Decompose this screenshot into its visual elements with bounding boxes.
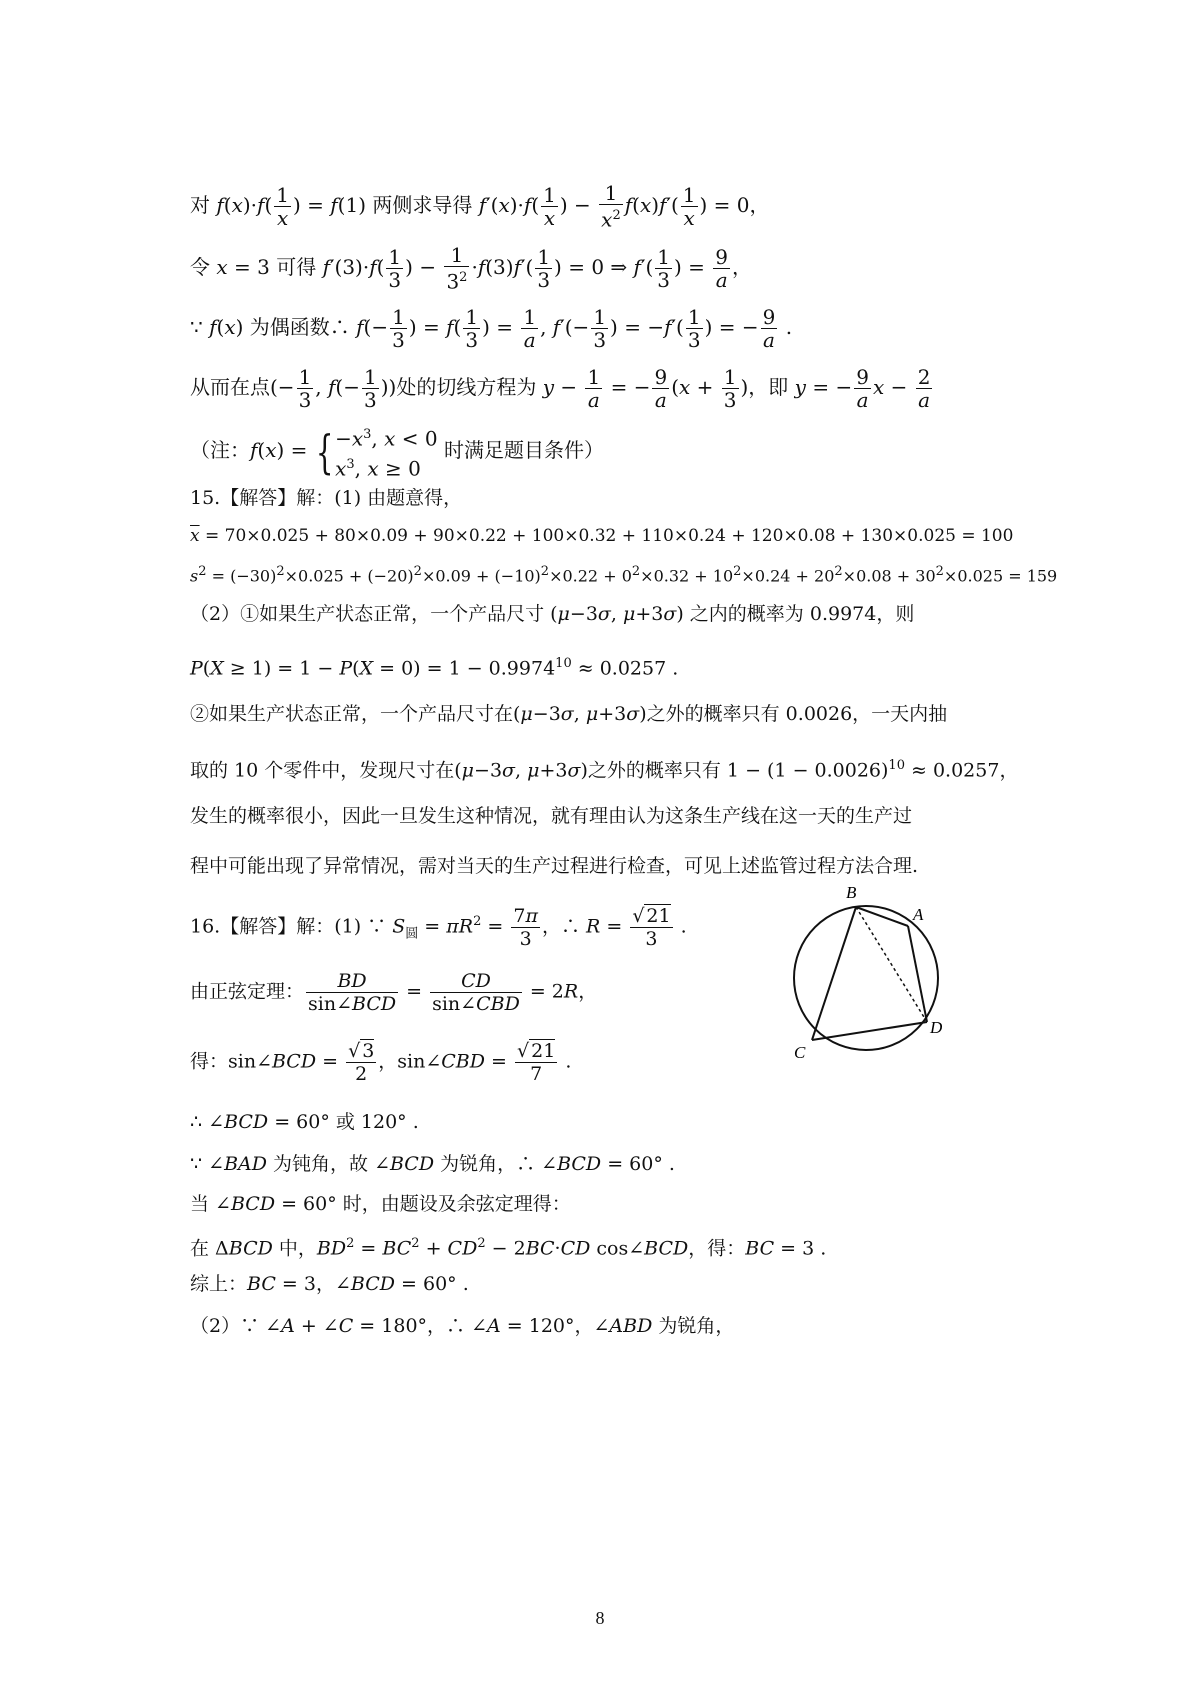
solution-line-23: （2）∵ ∠A + ∠C = 180°，∴ ∠A = 120°，∠ABD 为锐角， (190, 1315, 735, 1337)
solution-line-4: 从而在点(− $\frac{1}{3}$ , f(− $\frac{1}{3}$ ))处的切线方程为 y − $\frac{1}{a}$ = − $\frac{9}{a}$ (x + $\frac{1}{3}$ )，即 y = − $\frac{9}{a}$ x − $\frac{2}{a}$ (190, 365, 931, 412)
problem-16-heading: 16.【解答】解：(1) ∵ $S_圆 = \pi R^2$ = $\frac{7\pi}{3}$ ，∴ R = $\frac{√ 21}{3}$ . (190, 905, 687, 950)
solution-line-22: 综上：BC = 3，∠BCD = 60° . (190, 1273, 469, 1295)
label-C: C (794, 1043, 806, 1060)
sine-values-line: 得：sin∠BCD = $\frac{√ 3}{2}$ ，sin∠CBD = $\frac{√ 21}{7}$ . (190, 1040, 572, 1085)
cosine-law-line: 在 ΔBCD 中，$BD^2 = BC^2 + CD^2 - 2BC\cdot CD$ cos∠BCD，得：BC = 3 . (190, 1236, 827, 1260)
solution-line-1: 对 f(x)·f( $\frac{1}{x}$ ) = f(1) 两侧求导得 f′(x)·f( $\frac{1}{x}$ ) − $\frac{1}{x^2}$ f(x)f′( $\frac{1}{x}$ ) = 0， (190, 181, 770, 232)
solution-line-20: 当 ∠BCD = 60° 时，由题设及余弦定理得： (190, 1193, 571, 1215)
problem-15-heading: 15.【解答】解：(1) 由题意得， (190, 487, 463, 509)
solution-line-14: 程中可能出现了异常情况，需对当天的生产过程进行检查，可见上述监管过程方法合理. (190, 855, 919, 877)
solution-line-18: ∴ ∠BCD = 60° 或 120° . (190, 1111, 419, 1133)
solution-line-11: ②如果生产状态正常，一个产品尺寸在(μ−3σ, μ+3σ)之外的概率只有 0.0026，一天内抽 (190, 703, 948, 725)
variance-formula: $s^2 = (-30)^2\times 0.025 + (-20)^2\times 0.09 + (-10)^2\times 0.22 + 0^2\times 0.32 + 10^2\times 0.24 + 20^2\times 0.08 + 30^2\times 0.025 = 159$ (190, 564, 1058, 586)
solution-line-10: $P(X \ge 1) = 1 - P(X = 0) = 1 - 0.9974^{10} \approx 0.0257$ . (190, 656, 679, 680)
solution-line-12: 取的 10 个零件中，发现尺寸在(μ−3σ, μ+3σ)之外的概率只有 $1 - (1 - 0.0026)^{10} \approx 0.0257$， (190, 758, 1019, 782)
solution-line-3: ∵ f(x) 为偶函数∴ f(− $\frac{1}{3}$ ) = f( $\frac{1}{3}$ ) = $\frac{1}{a}$ , f′(− $\frac{1}{3}$ ) = −f′( $\frac{1}{3}$ ) = − $\frac{9}{a}$ . (190, 305, 793, 352)
solution-line-19: ∵ ∠BAD 为钝角，故 ∠BCD 为锐角，∴ ∠BCD = 60° . (190, 1153, 675, 1175)
label-D: D (930, 1018, 943, 1037)
segment-BC (812, 907, 856, 1040)
label-A: A (913, 905, 924, 924)
solution-line-13: 发生的概率很小，因此一旦发生这种情况，就有理由认为这条生产线在这一天的生产过 (190, 805, 913, 827)
segment-AB (856, 907, 908, 926)
circle-quadrilateral-figure (780, 880, 960, 1060)
page-number: 8 (595, 1608, 605, 1628)
solution-line-5-note: （注：f(x) = { $-x^3$, x < 0 $x^3$, x ≥ 0 时满足题目条件） (190, 424, 604, 481)
sine-law-line: 由正弦定理： $\frac{BD}{\text{sin∠BCD}}$ = $\frac{CD}{\text{sin∠CBD}}$ = 2R， (190, 970, 598, 1015)
solution-line-9: （2）①如果生产状态正常，一个产品尺寸 (μ−3σ, μ+3σ) 之内的概率为 0.9974，则 (190, 603, 915, 625)
segment-CD (812, 1022, 927, 1040)
mean-formula: $\overline{x} = 70\times 0.025 + 80\times 0.09 + 90\times 0.22 + 100\times 0.32 + 110\times 0.24 + 120\times 0.08 + 130\times 0.025 = 100$ (190, 526, 1014, 546)
segment-DA (908, 926, 927, 1022)
label-B: B (846, 883, 857, 902)
solution-line-2: 令 x = 3 可得 f′(3)·f( $\frac{1}{3}$ ) − $\frac{1}{3^2}$ ·f(3)f′( $\frac{1}{3}$ ) = 0 ⇒ f′( $\frac{1}{3}$ ) = $\frac{9}{a}$ ， (190, 243, 753, 294)
